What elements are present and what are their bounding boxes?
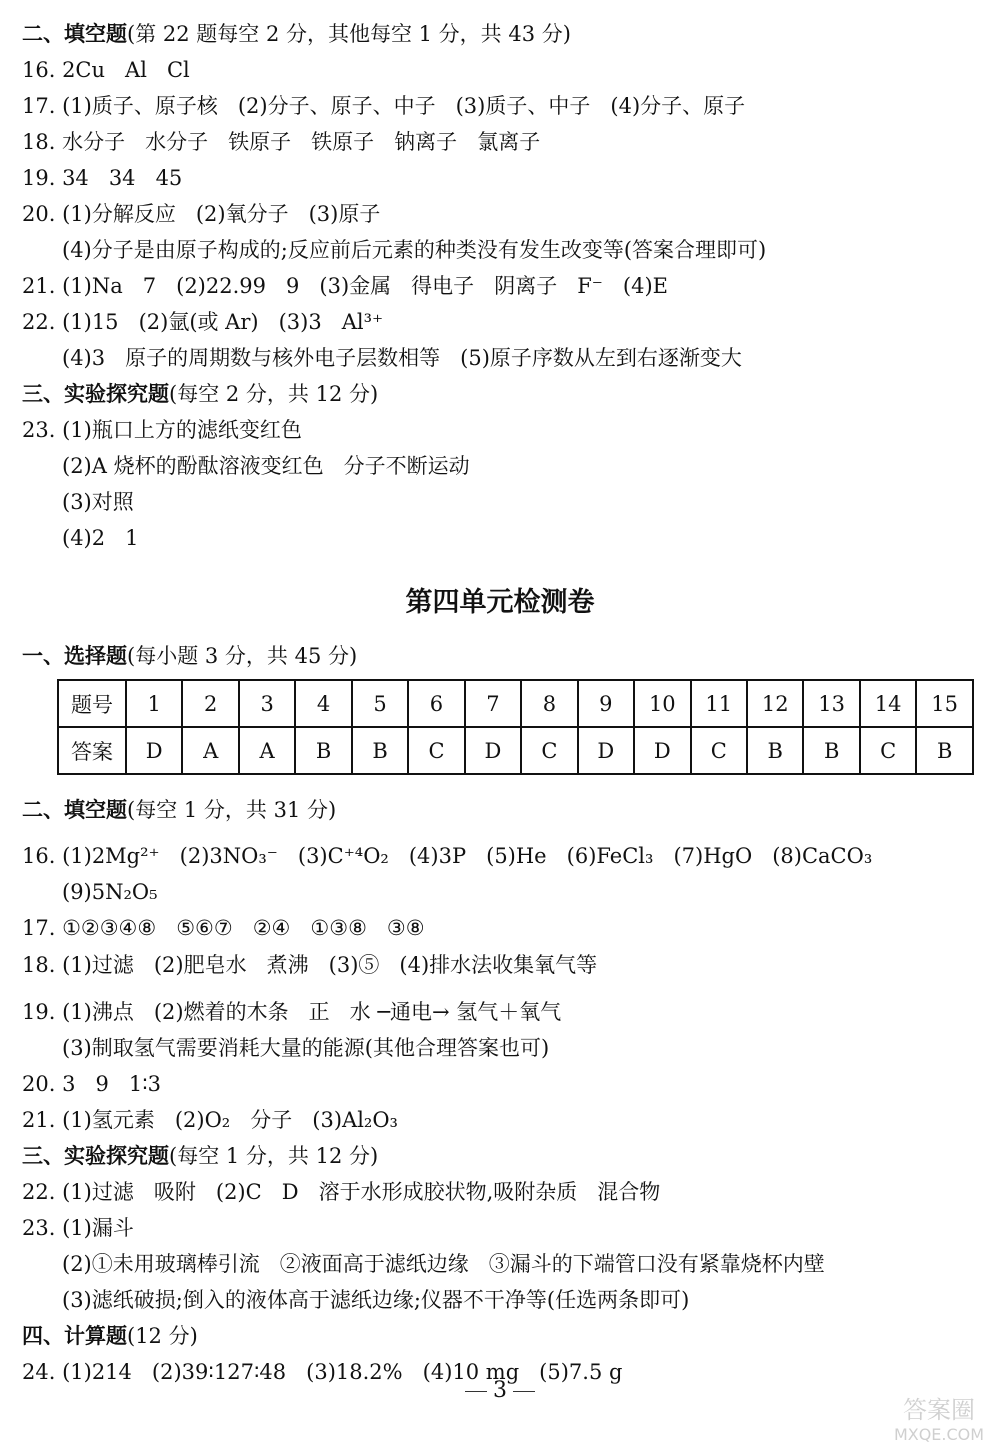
- watermark-bottom: MXQE.COM: [893, 1425, 985, 1444]
- table-cell: D: [634, 727, 690, 774]
- table-row-answers: [58, 727, 973, 774]
- table-cell: 4: [295, 680, 351, 727]
- table-cell: 题号: [58, 680, 126, 727]
- answer-line: (3)对照: [62, 490, 134, 514]
- table-row-numbers: [58, 680, 973, 727]
- answer-line: (4)2 1: [62, 526, 139, 550]
- answer-line: 16. 2Cu Al Cl: [22, 58, 190, 82]
- table-cell: 12: [747, 680, 803, 727]
- table-cell: D: [465, 727, 521, 774]
- watermark-logo: [884, 1388, 994, 1448]
- section-header-experiment: 三、实验探究题(每空 2 分，共 12 分): [22, 382, 379, 406]
- answer-line: 17. ①②③④⑧ ⑤⑥⑦ ②④ ①③⑧ ③⑧: [22, 916, 425, 940]
- answer-line: (4)分子是由原子构成的;反应前后元素的种类没有发生改变等(答案合理即可): [62, 238, 767, 262]
- table-cell: B: [295, 727, 351, 774]
- table-cell: 8: [521, 680, 577, 727]
- answer-line: 18. 水分子 水分子 铁原子 铁原子 钠离子 氯离子: [22, 130, 541, 154]
- table-cell: 14: [860, 680, 916, 727]
- table-cell: D: [578, 727, 634, 774]
- answer-line: 21. (1)Na 7 (2)22.99 9 (3)金属 得电子 阴离子 F⁻ (4)E: [22, 274, 668, 298]
- answer-line: 22. (1)过滤 吸附 (2)C D 溶于水形成胶状物,吸附杂质 混合物: [22, 1180, 661, 1204]
- answer-line: 20. 3 9 1∶3: [22, 1072, 162, 1096]
- table-cell: B: [352, 727, 408, 774]
- answer-line: (2)A 烧杯的酚酞溶液变红色 分子不断运动: [62, 454, 470, 478]
- section-header-choice: 一、选择题(每小题 3 分，共 45 分): [22, 644, 358, 668]
- answer-line: 18. (1)过滤 (2)肥皂水 煮沸 (3)⑤ (4)排水法收集氧气等: [22, 953, 598, 977]
- page-number: 3: [0, 1378, 1000, 1403]
- answer-line: (2)①未用玻璃棒引流 ②液面高于滤纸边缘 ③漏斗的下端管口没有紧靠烧杯内壁: [62, 1252, 825, 1276]
- table-cell: 5: [352, 680, 408, 727]
- answer-line: 24. (1)214 (2)39∶127∶48 (3)18.2% (4)10 mg (5)7.5 g: [22, 1360, 623, 1384]
- answer-line: 23. (1)瓶口上方的滤纸变红色: [22, 418, 302, 442]
- table-cell: 6: [408, 680, 464, 727]
- table-cell: 7: [465, 680, 521, 727]
- section-header-experiment: 三、实验探究题(每空 1 分，共 12 分): [22, 1144, 379, 1168]
- table-cell: 2: [182, 680, 238, 727]
- answer-line: (9)5N₂O₅: [62, 880, 158, 904]
- section-header-fill: 二、填空题(第 22 题每空 2 分，其他每空 1 分，共 43 分): [22, 22, 571, 46]
- answer-line: 23. (1)漏斗: [22, 1216, 134, 1240]
- table-cell: C: [691, 727, 747, 774]
- section-header-calc: 四、计算题(12 分): [22, 1324, 198, 1348]
- table-cell: B: [803, 727, 859, 774]
- answer-line: (4)3 原子的周期数与核外电子层数相等 (5)原子序数从左到右逐渐变大: [62, 346, 742, 370]
- table-cell: 10: [634, 680, 690, 727]
- answer-line: 22. (1)15 (2)氩(或 Ar) (3)3 Al³⁺: [22, 310, 384, 334]
- table-cell: B: [747, 727, 803, 774]
- table-cell: 3: [239, 680, 295, 727]
- table-cell: C: [521, 727, 577, 774]
- answer-line: 16. (1)2Mg²⁺ (2)3NO₃⁻ (3)C⁺⁴O₂ (4)3P (5)He (6)FeCl₃ (7)HgO (8)CaCO₃: [22, 844, 873, 868]
- table-cell: 9: [578, 680, 634, 727]
- answer-line: (3)制取氢气需要消耗大量的能源(其他合理答案也可): [62, 1036, 550, 1060]
- table-cell: C: [860, 727, 916, 774]
- table-cell: 答案: [58, 727, 126, 774]
- table-cell: 15: [916, 680, 973, 727]
- table-cell: A: [239, 727, 295, 774]
- section-header-fill: 二、填空题(每空 1 分，共 31 分): [22, 798, 337, 822]
- table-cell: A: [182, 727, 238, 774]
- table-cell: C: [408, 727, 464, 774]
- table-cell: D: [126, 727, 182, 774]
- answer-line: (3)滤纸破损;倒入的液体高于滤纸边缘;仪器不干净等(任选两条即可): [62, 1288, 690, 1312]
- answer-line: 21. (1)氢元素 (2)O₂ 分子 (3)Al₂O₃: [22, 1108, 398, 1132]
- watermark-top: 答案圈: [903, 1396, 975, 1424]
- table-cell: 11: [691, 680, 747, 727]
- table-cell: B: [916, 727, 973, 774]
- answer-table: [57, 679, 974, 775]
- answer-line: 20. (1)分解反应 (2)氧分子 (3)原子: [22, 202, 381, 226]
- answer-line: 19. (1)沸点 (2)燃着的木条 正 水 ─通电→ 氢气＋氧气: [22, 1000, 562, 1024]
- answer-line: 19. 34 34 45: [22, 166, 183, 190]
- table-cell: 1: [126, 680, 182, 727]
- table-cell: 13: [803, 680, 859, 727]
- answer-line: 17. (1)质子、原子核 (2)分子、原子、中子 (3)质子、中子 (4)分子、原子: [22, 94, 746, 118]
- unit-title: 第四单元检测卷: [405, 587, 595, 618]
